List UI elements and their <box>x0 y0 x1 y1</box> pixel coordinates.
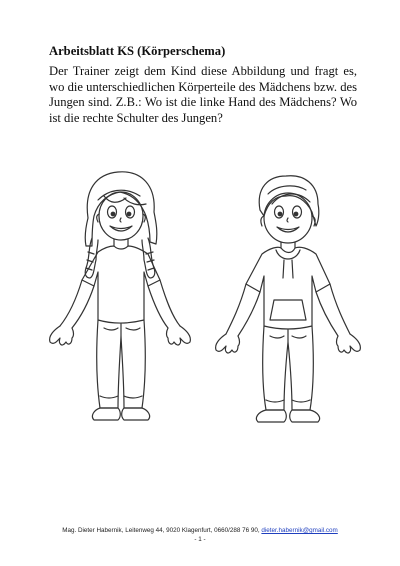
boy-right-shoe <box>290 410 320 422</box>
footer-email-link[interactable]: dieter.habernik@gmail.com <box>261 527 338 534</box>
page-footer <box>0 526 400 544</box>
body-schema-illustration <box>0 160 400 460</box>
boy-left-shoe <box>256 410 286 422</box>
boy-right-arm <box>316 284 350 336</box>
boy-figure <box>216 176 361 422</box>
page-number: - 1 - <box>194 536 206 543</box>
boy-mouth <box>277 227 299 232</box>
instruction-paragraph: Der Trainer zeigt dem Kind diese Abbildung und fragt es, wo die unterschiedlichen Körperteile des Mädchens bzw. des Jungen sind. Z.B.: Wo ist die linke Hand des Mädchens? Wo ist die rechte Schulter des Jungen? <box>49 64 357 125</box>
boy-right-hand <box>337 334 361 353</box>
girl-left-shoe <box>92 408 120 420</box>
girl-left-hand <box>50 326 74 345</box>
girl-hair <box>85 172 157 246</box>
girl-right-shoe <box>122 408 150 420</box>
boy-hair <box>259 176 319 226</box>
girl-face <box>99 192 143 240</box>
girl-mouth <box>110 226 132 231</box>
boy-left-arm <box>226 284 260 336</box>
boy-left-hand <box>216 334 240 353</box>
worksheet-title: Arbeitsblatt KS (Körperschema) <box>49 44 226 58</box>
footer-address: Mag. Dieter Habernik, Leitenweg 44, 9020 Klagenfurt, 0660/288 76 90, <box>62 527 262 534</box>
girl-figure <box>50 172 191 420</box>
girl-right-hand <box>167 326 191 345</box>
girl-right-arm <box>148 280 180 328</box>
girl-left-arm <box>60 280 94 328</box>
girl-shirt <box>82 246 160 323</box>
